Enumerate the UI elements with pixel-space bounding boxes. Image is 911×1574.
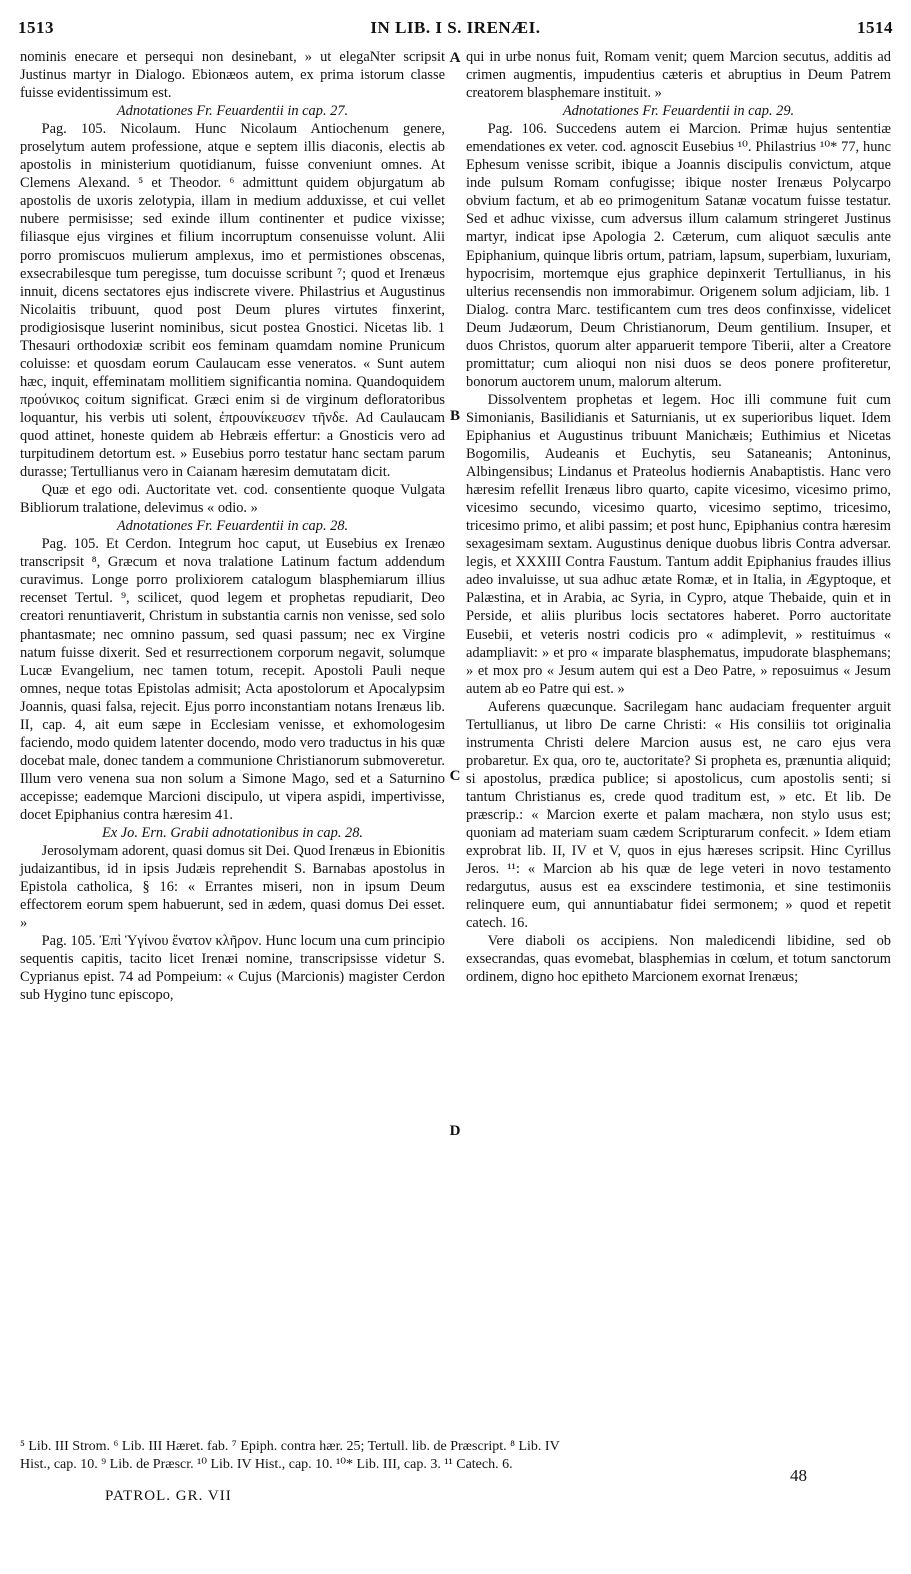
paragraph: Pag. 105. Ἐπὶ Ὑγίνου ἔνατον κλῆρον. Hunc locum una cum principio sequentis capitis, tacito licet Irenæi nomine, transcripsisse videtur S. Cyprianus epist. 74 ad Pompeium: « Cujus (Marcionis) magister Cerdon sub Hygino tunc episcopo,	[20, 933, 445, 1004]
signature-number: 48	[790, 1466, 807, 1485]
right-column	[466, 48, 891, 986]
section-heading: Ex Jo. Ern. Grabii adnotationibus in cap. 28.	[101, 825, 363, 842]
paragraph: qui in urbe nonus fuit, Romam venit; quem Marcion secutus, additis ad crimen augmentis, impudentius cæteris et abruptius in Deum Patrem creatorem blasphemare instituit. »	[466, 49, 891, 102]
paragraph: Pag. 105. Nicolaum. Hunc Nicolaum Antiochenum genere, proselytum autem professione, atque e septem illis diaconis, electis ab apostolis in ministerium quotidianum, fuisse conveniunt omnes. At Clemens Alexand. ⁵ et Theodor. ⁶ admittunt quidem objurgatum ab apostolis de uxoris zelotypia, illam in medium adduxisse, et cui vellet nubere permisisse; sed exinde illum continenter et pudice vixisse; filiasque ejus virgines et filium incorruptum consenuisse volunt. Alii porro promiscuos mulierum amplexus, imo et permistiones obscenas, exsecrabilesque tum peregisse, tum docuisse scribunt ⁷; quod et Irenæus innuit, dicens sectatores ejus indiscrete vivere. Philastrius et Augustinus Nicolaitis tribuunt, quod post Deum plures virtutes finxerint, prodigiosisque luserint nominibus, sicut postea Gnostici. Nicetas lib. 1 Thesauri orthodoxiæ scribit eos feminam quamdam nomine Prunicum coluisse: et quosdam eorum Caulaucam esse veneratos. « Sunt autem hæc, inquit, effeminatam mollitiem significantia nomina. Quandoquidem προύνικος coitum significat. Græci enim si de virginum defloratoribus loquantur, his verbis uti solent, ἐπρουνίκευσεν τῆνδε. Ad Caulaucam quod attinet, honeste quidem ab Hebræis effertur: a Gnosticis vero ad turpitudinem detortum est. » Eusebius porro testatur hanc sectam parum durasse; Tertullianus vero in Caianam hæresim demutatam dicit.	[20, 121, 445, 481]
paragraph: Auferens quæcunque. Sacrilegam hanc audaciam frequenter arguit Tertullianus, ut libro De carne Christi: « His consiliis tot originalia instrumenta Christi delere Marcion ausus est, ne caro ejus vera probaretur. Ex qua, oro te, auctoritate? Si propheta es, prænuntia aliquid; si apostolus, prædica publice; si apostolicus, cum apostolis senti; si tantum Christianus es, crede quod traditum est, » etc. Et lib. De præscrip.: « Marcion exerte et palam machæra, non stylo usus est; quoniam ad materiam suam cædem Scripturarum confecit. » Idem etiam exprobrat lib. II, IV et V, quos in ejus hæreses scripsit. Hinc Cyrillus Jeros. ¹¹: « Marcion ab his quæ de lege veteri in novo testamento redargutus, ausus est ea exscindere testimonia, et sine testimoniis relinquere eum, qui annuntiabatur fidei sermonem; » quod et repetit catech. 16.	[466, 698, 891, 932]
running-title: IN LIB. I S. IRENÆI.	[370, 18, 541, 37]
margin-marker-d: D	[449, 1123, 461, 1139]
margin-marker-a: A	[449, 50, 461, 66]
paragraph: Pag. 106. Succedens autem ei Marcion. Primæ hujus sententiæ emendationes ex veter. cod. agnoscit Eusebius ¹⁰. Philastrius ¹⁰* 77, hunc Ephesum venisse scribit, ibique a Joannis discipulis convictum, atque inde pulsum Romam confugisse; ibique noster Irenæus Polycarpo obvium factum, et ab eo primogenitum Satanæ vocatum fuisse testatur. Sed et adhuc vixisse, cum adversus illum calamum stringeret Justinus martyr, indicat ipse Apologia 2. Cæterum, cum aliquot sæculis ante Epiphanium, quinque libris ortum, patriam, lapsum, superbiam, luxuriam, hypocrisim, mortemque ejus graphice depinxerit Tertullianus, in his ulterius recensendis non immorabimur. Origenem solum adjiciam, lib. 1 Dialog. contra Marc. testificantem cum tres deos confinxisse, videlicet Deum Judæorum, Deum Christianorum, Deum gentilium. Insuper, et duos Christos, quorum alter apparuerit tempore Tiberii, alter a Creatore promittatur; cum alioqui non nisi duos se deos ponere profiteretur, bonorum auctorem unum, malorum alterum.	[466, 121, 891, 390]
margin-marker-c: C	[449, 768, 461, 784]
series-signature: PATROL. GR. VII	[105, 1488, 232, 1504]
section-heading: Adnotationes Fr. Feuardentii in cap. 28.	[116, 518, 349, 535]
section-heading: Adnotationes Fr. Feuardentii in cap. 27.	[116, 103, 349, 120]
paragraph: Quæ et ego odi. Auctoritate vet. cod. consentiente quoque Vulgata Bibliorum tralatione, delevimus « odio. »	[20, 482, 445, 517]
paragraph: Pag. 105. Et Cerdon. Integrum hoc caput, ut Eusebius ex Irenæo transcripsit ⁸, Græcum et nova tralatione Latinum factum addendum curavimus. Longe porro prolixiorem catalogum blasphemiarum illius recenset Tertul. ⁹, scilicet, quod legem et prophetas repudiarit, Deo creatori renuntiaverit, Christum in substantia carnis non venisse, sed solo phantasmate; nec omnino passum, sed quasi passum; nec ex Virgine natum fuisse dixerit. Sed et resurrectionem corporum negavit, solumque Lucæ Evangelium, nec tamen totum, recepit. Apostoli Pauli neque omnes, neque totas Epistolas admisit; Acta apostolorum et Apocalypsim Joannis, quasi falsa, rejecit. Ejus porro inconstantiam notans Irenæus lib. II, cap. 4, ait eum sæpe in Ecclesiam venisse, et exhomologesim faciendo, modo quidem latenter docendo, modo vero traductus in his quæ docebat male, donec tandem a communione Christianorum submoveretur. Illum vero venena sua non solum a Simone Mago, sed et a Saturnino accepisse; eademque Marcioni discipulo, ut vipera aspidi, impertivisse, docet Epiphanius contra hæresim 41.	[20, 536, 445, 823]
paragraph: Dissolventem prophetas et legem. Hoc illi commune fuit cum Simonianis, Basilidianis et Saturnianis, ut ex superioribus liquet. Idem Epiphanius et Augustinus tribuunt Manichæis; Euthimius et Nicetas Bogomilis, Audeanis et Euchytis, seu Sataneanis; Antoninus, Albingensibus; Lindanus et Prateolus hodiernis Anabaptistis. Hanc vero hæresim refellit Irenæus libro quarto, capite vicesimo, vicesimo primo, vicesimo secundo, vicesimo quarto, vicesimo septimo, tricesimo, tricesimo primo, et alibi passim; et post hunc, Epiphanius contra hæresim sexagesimam sextam. Augustinus denique duobus libris Contra adversar. legis, et XXXIII Contra Faustum. Tantum addit Epiphanius fraudes illius adeo invaluisse, ut sua adhuc ætate Romæ, et in Italia, in Ægyptoque, et Palæstina, et in Arabia, ac Syria, in Cypro, atque Thebaide, quin et in Perside, et aliis pluribus locis sectatores haberet. Porro auctoritate Eusebii, et veteris nostri codicis pro « adimplevit, » restituimus « adampliavit: » et pro « imparate blasphematus, impudorate blasphemans; » et mox pro « Jesum autem qui est a Deo Patre, » reposuimus « Jesum autem ab eo Patre qui est. »	[466, 391, 891, 697]
margin-marker-b: B	[449, 408, 460, 424]
column-number-right: 1514	[857, 18, 893, 37]
paragraph: Jerosolymam adorent, quasi domus sit Dei. Quod Irenæus in Ebionitis judaizantibus, id in ipsis Judæis reprehendit S. Barnabas apostolus in Epistola catholica, § 16: « Errantes miseri, non in ipsum Deum effectorem eorum spem habuerunt, sed in ædem, quasi domus Dei esset. »	[20, 843, 445, 932]
footnotes	[20, 1438, 891, 1474]
section-heading: Adnotationes Fr. Feuardentii in cap. 29.	[562, 103, 795, 120]
left-column	[20, 48, 445, 1004]
footnote-line: Hist., cap. 10. ⁹ Lib. de Præscr. ¹⁰ Lib. IV Hist., cap. 10. ¹⁰* Lib. III, cap. 3. ¹¹ Catech. 6.	[20, 1457, 513, 1472]
paragraph: nominis enecare et persequi non desinebant, » ut elegaNter scripsit Justinus martyr in Dialogo. Ebionæos autem, ex prima istorum classe fuisse evidentissimum est.	[20, 49, 445, 102]
column-number-left: 1513	[18, 18, 54, 37]
footnote-line: ⁵ Lib. III Strom. ⁶ Lib. III Hæret. fab. ⁷ Epiph. contra hær. 25; Tertull. lib. de Præscript. ⁸ Lib. IV	[20, 1439, 560, 1454]
page-header	[18, 18, 893, 42]
paragraph: Vere diaboli os accipiens. Non maledicendi libidine, sed ob exsecrandas, quas evomebat, blasphemias in cœlum, et totum sanctorum ordinem, digno hoc epitheto Marcionem exornat Irenæus;	[466, 933, 891, 986]
